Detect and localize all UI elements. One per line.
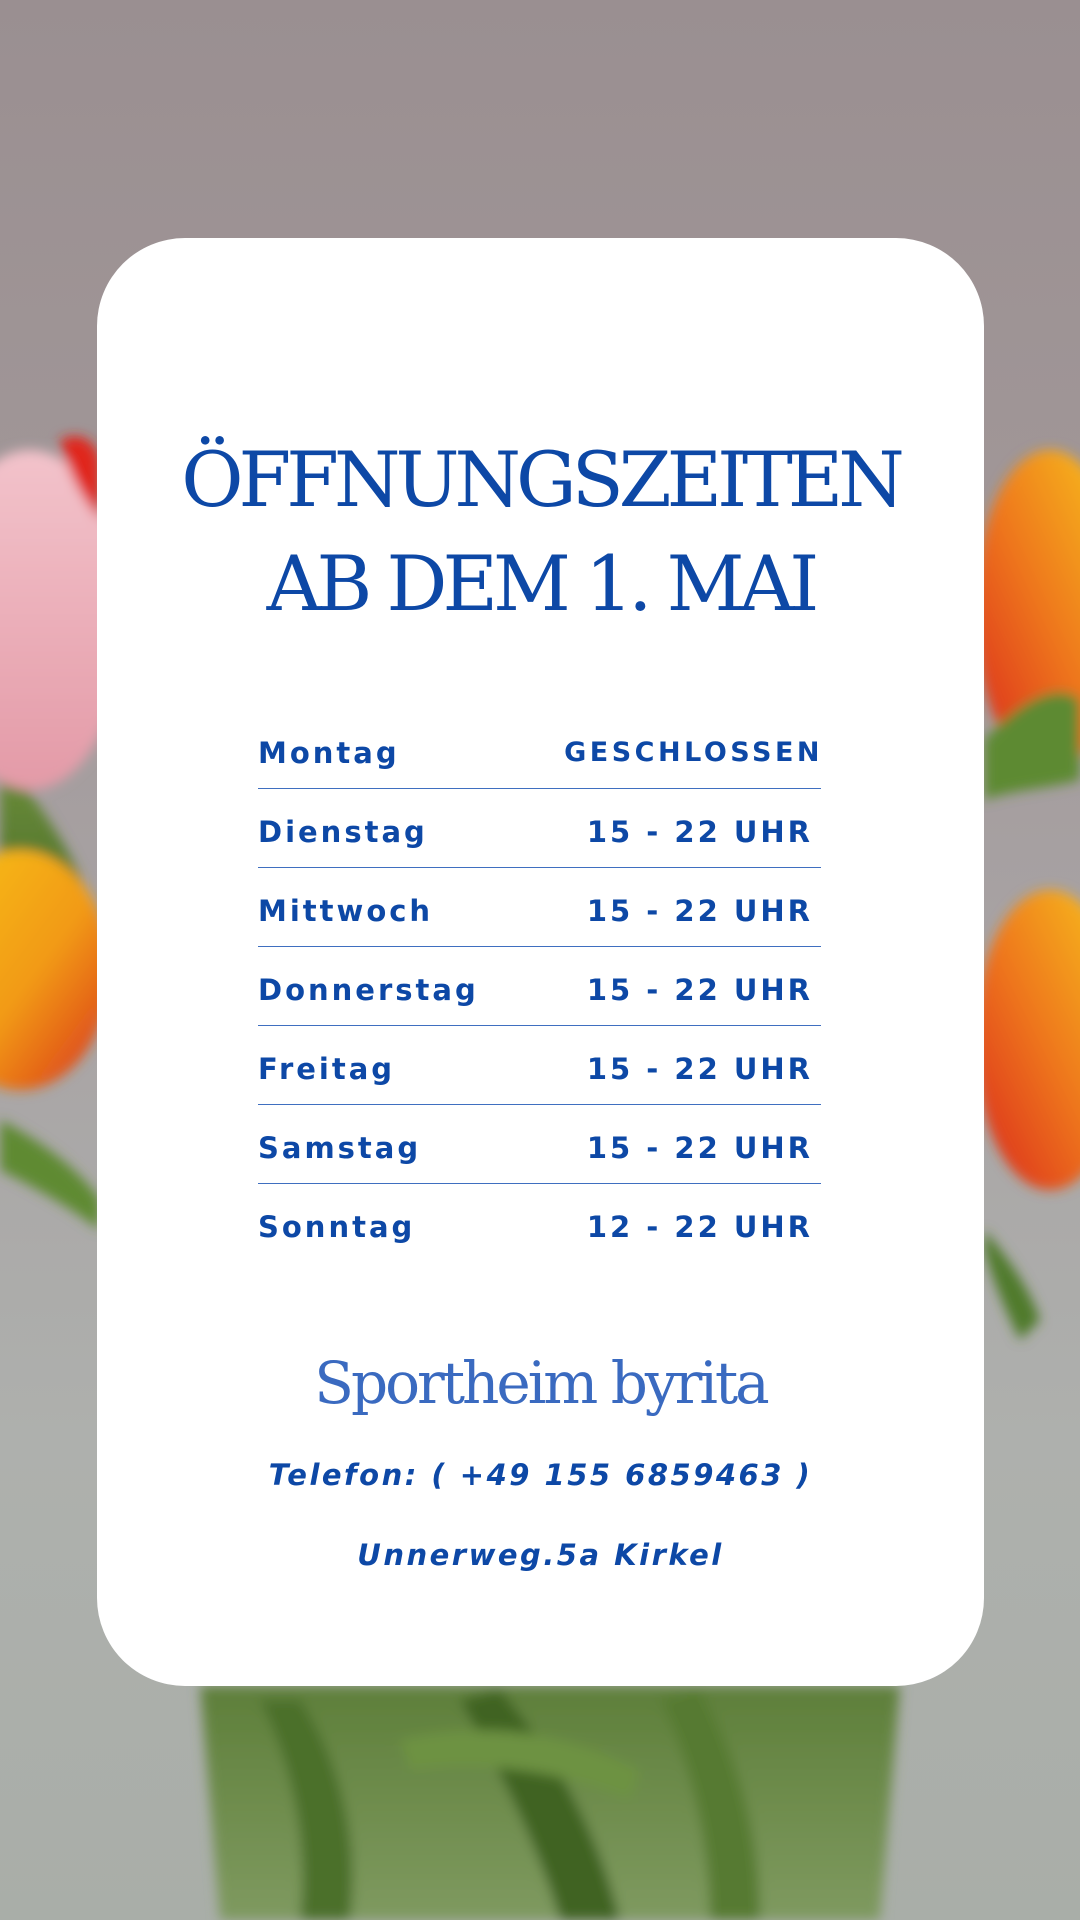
- time-label: 15 - 22 UHR: [586, 815, 813, 849]
- title-line-2: AB DEM 1. MAI: [266, 539, 815, 628]
- opening-hours-table: [258, 710, 821, 1263]
- hours-row-mittwoch: [258, 868, 821, 947]
- day-label: Mittwoch: [258, 894, 434, 928]
- day-label: Montag: [258, 736, 400, 770]
- day-label: Sonntag: [258, 1210, 416, 1244]
- venue-address: Unnerweg.5a Kirkel: [357, 1538, 724, 1572]
- venue-name: Sportheim byrita: [314, 1349, 767, 1417]
- time-label: 15 - 22 UHR: [586, 1052, 813, 1086]
- hours-row-montag: [258, 710, 821, 789]
- day-label: Donnerstag: [258, 973, 479, 1007]
- hours-row-samstag: [258, 1105, 821, 1184]
- title-line-1: ÖFFNUNGSZEITEN: [181, 435, 900, 524]
- day-label: Dienstag: [258, 815, 428, 849]
- opening-hours-card: [97, 238, 984, 1686]
- hours-row-freitag: [258, 1026, 821, 1105]
- time-label: 15 - 22 UHR: [586, 973, 813, 1007]
- venue-phone: Telefon: ( +49 155 6859463 ): [268, 1458, 813, 1492]
- hours-row-sonntag: [258, 1184, 821, 1263]
- day-label: Samstag: [258, 1131, 422, 1165]
- hours-row-dienstag: [258, 789, 821, 868]
- day-label: Freitag: [258, 1052, 396, 1086]
- time-label: 12 - 22 UHR: [586, 1210, 813, 1244]
- page-title: [97, 428, 984, 636]
- time-label: GESCHLOSSEN: [564, 737, 823, 768]
- hours-row-donnerstag: [258, 947, 821, 1026]
- time-label: 15 - 22 UHR: [586, 894, 813, 928]
- time-label: 15 - 22 UHR: [586, 1131, 813, 1165]
